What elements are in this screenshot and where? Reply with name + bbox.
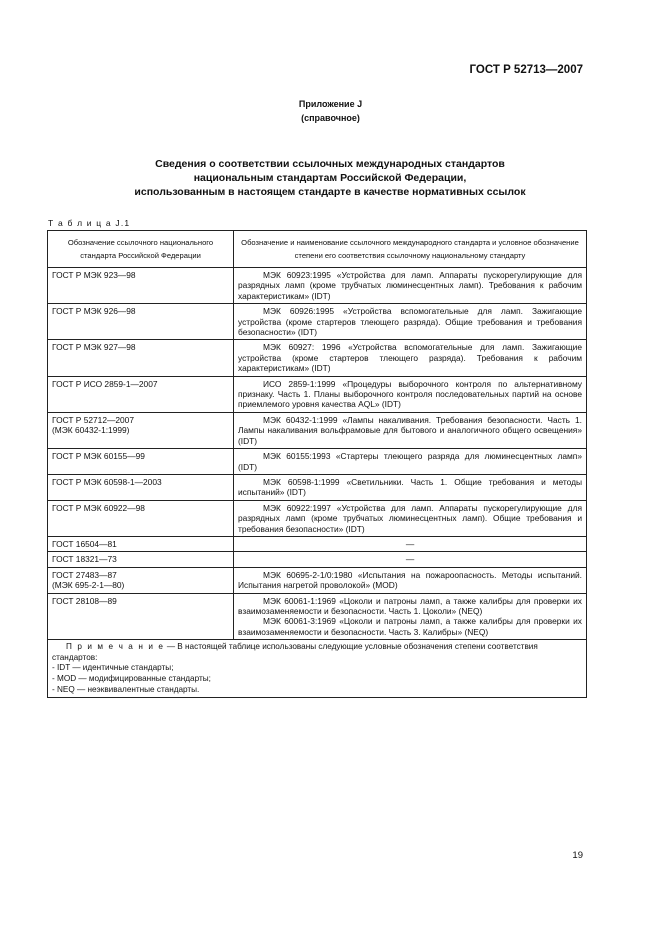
table-row [48,536,587,551]
international-standard: МЭК 60926:1995 «Устройства вспомогательные для ламп. Зажигающие устройства (кроме стартеров тлеющего разряда). Общие требования и требования безопасности» (IDT) [238,306,582,338]
international-standard: МЭК 60598-1:1999 «Светильники. Часть 1. Общие требования и методы испытаний» (IDT) [238,476,582,498]
national-standard-equivalent: (МЭК 695-2-1—80) [52,580,125,591]
national-standard: ГОСТ 18321—73 [52,554,117,565]
international-standard: МЭК 60061-3:1969 «Цоколи и патроны ламп, а также калибры для проверки их взаимозаменяемости и безопасности. Часть 3. Калибры» (NEQ) [238,616,582,637]
international-standard: ИСО 2859-1:1999 «Процедуры выборочного контроля по альтернативному признаку. Часть 1. Планы выборочного контроля последовательных партий на основе приемлемого уровня качества AQL» (IDT) [238,378,582,410]
national-standard: ГОСТ Р МЭК 927—98 [52,342,136,353]
national-standard: ГОСТ Р МЭК 926—98 [52,306,136,317]
international-standard: — [405,554,415,565]
table-note [48,640,587,698]
table-row [48,567,587,593]
national-standard-cell [48,536,234,551]
title-line: использованным в настоящем стандарте в качестве нормативных ссылок [134,186,526,198]
national-standard: ГОСТ Р МЭК 60155—99 [52,451,145,462]
national-standard-cell [48,304,234,340]
section-title [60,157,600,199]
national-standard-cell [48,500,234,536]
national-standard: ГОСТ Р МЭК 60922—98 [52,502,145,513]
appendix-type: (справочное) [301,113,360,123]
international-standard-cell [234,268,587,304]
international-standard-cell [234,412,587,448]
national-standard-cell [48,567,234,593]
document-code: ГОСТ Р 52713—2007 [469,64,583,76]
national-standard-equivalent: (МЭК 60432-1:1999) [52,425,130,436]
international-standard-cell [234,500,587,536]
international-standard: МЭК 60927: 1996 «Устройства вспомогательные для ламп. Зажигающие устройства (кроме стартеров тлеющего разряда). Требования к рабочим характеристикам» (IDT) [238,342,582,374]
international-standard-cell [234,536,587,551]
national-standard: ГОСТ Р МЭК 923—98 [52,270,136,280]
note-item: - IDT — идентичные стандарты; [52,663,174,673]
national-standard: ГОСТ 27483—87 [52,569,117,580]
international-standard-cell [234,567,587,593]
national-standard-cell [48,268,234,304]
table-row [48,449,587,475]
national-standard-cell [48,340,234,376]
national-standard: ГОСТ Р ИСО 2859-1—2007 [52,378,158,389]
header-international: Обозначение и наименование ссылочного международного стандарта и условное обозначение степени его соответствия ссылочному национальному стандарту [234,231,587,268]
table-row [48,593,587,640]
international-standard-cell [234,552,587,567]
note-label: П р и м е ч а н и е [66,642,165,652]
national-standard: ГОСТ 28108—89 [52,595,117,606]
page-number: 19 [572,850,583,861]
national-standard-cell [48,449,234,475]
table-label: Т а б л и ц а J.1 [48,218,131,228]
note-item: - NEQ — неэквивалентные стандарты. [52,684,200,694]
international-standard: МЭК 60155:1993 «Стартеры тлеющего разряда для люминесцентных ламп» (IDT) [238,451,582,472]
international-standard-cell [234,593,587,640]
national-standard-cell [48,376,234,412]
national-standard-cell [48,412,234,448]
title-line: национальным стандартам Российской Федерации, [193,172,467,184]
international-standard-cell [234,340,587,376]
table-row [48,268,587,304]
international-standard: МЭК 60923:1995 «Устройства для ламп. Аппараты пускорегулирующие для разрядных ламп (кроме трубчатых люминесцентных ламп). Требования к рабочим характеристикам» (IDT) [238,270,582,301]
note-item: - MOD — модифицированные стандарты; [52,673,211,683]
table-row [48,552,587,567]
national-standard: ГОСТ 16504—81 [52,538,117,549]
table-row [48,376,587,412]
national-standard-cell [48,552,234,567]
international-standard: — [405,538,415,549]
note-text: — В настоящей таблице использованы следующие условные обозначения степени соответствия стандартов: [52,642,538,662]
table-row [48,304,587,340]
table-row [48,340,587,376]
international-standard-cell [234,474,587,500]
international-standard-cell [234,304,587,340]
table-row [48,500,587,536]
national-standard: ГОСТ Р 52712—2007 [52,414,134,425]
national-standard-cell [48,593,234,640]
table-row [48,412,587,448]
appendix-heading [0,97,661,125]
international-standard-cell [234,449,587,475]
national-standard: ГОСТ Р МЭК 60598-1—2003 [52,476,162,487]
table-row [48,474,587,500]
international-standard: МЭК 60922:1997 «Устройства для ламп. Аппараты пускорегулирующие для разрядных ламп (кроме трубчатых люминесцентных ламп). Общие требования и требования безопасности» (IDT) [238,502,582,534]
international-standard-cell [234,376,587,412]
international-standard: МЭК 60695-2-1/0:1980 «Испытания на пожароопасность. Методы испытаний. Испытания нагретой проволокой» (MOD) [238,569,582,591]
international-standard: МЭК 60061-1:1969 «Цоколи и патроны ламп, а также калибры для проверки их взаимозаменяемости и безопасности. Часть 1. Цоколи» (NEQ) [238,595,582,616]
standards-table [47,230,587,698]
title-line: Сведения о соответствии ссылочных международных стандартов [155,158,505,170]
international-standard: МЭК 60432-1:1999 «Лампы накаливания. Требования безопасности. Часть 1. Лампы накаливания вольфрамовые для бытового и аналогичного общего освещения» (IDT) [238,414,582,446]
national-standard-cell [48,474,234,500]
header-national: Обозначение ссылочного национального стандарта Российской Федерации [48,231,234,268]
appendix-label: Приложение J [298,99,363,109]
